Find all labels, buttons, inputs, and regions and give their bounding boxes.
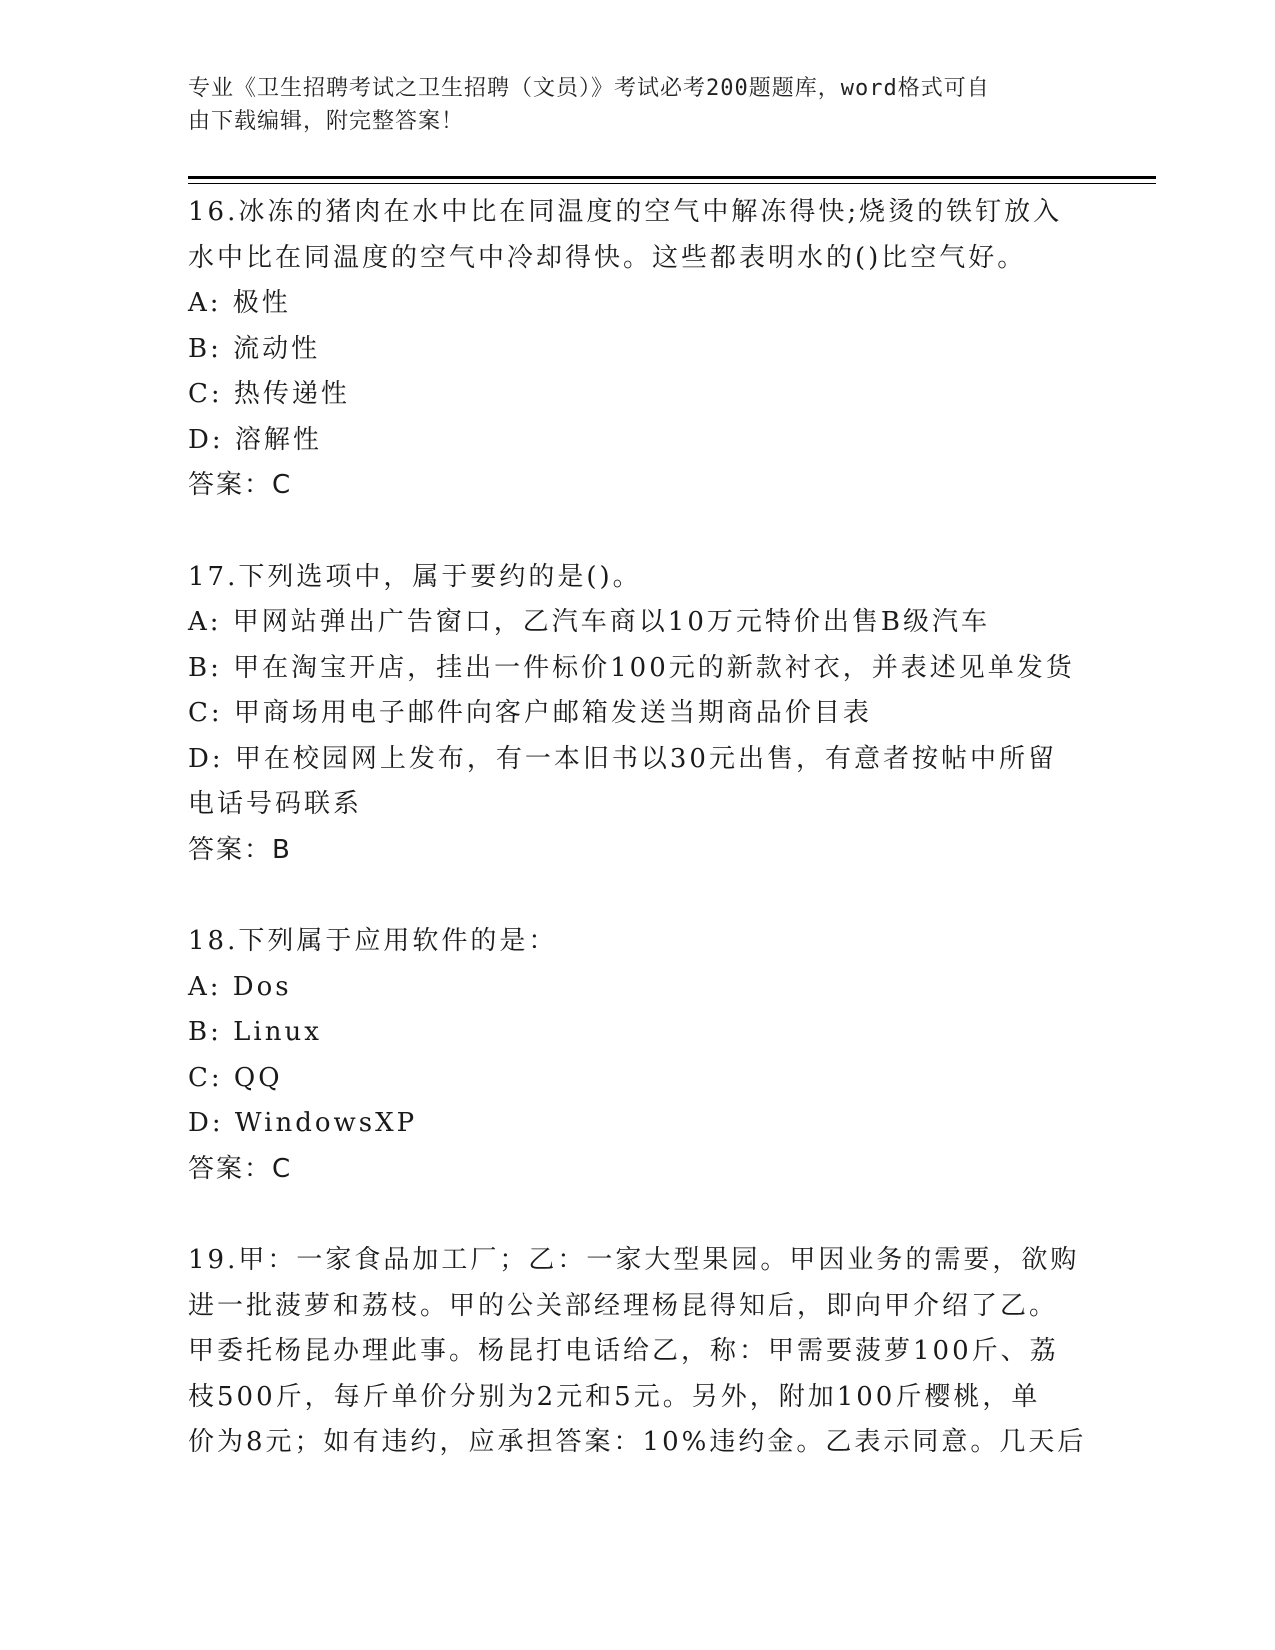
question-list — [188, 190, 1088, 1512]
answer-line: 答案：C — [188, 1153, 293, 1184]
option-d: D: WindowsXP — [188, 1108, 418, 1138]
question-stem-line: 17.下列选项中，属于要约的是()。 — [188, 561, 642, 592]
header-rule-thick — [188, 176, 1156, 179]
option-a: A: Dos — [188, 971, 292, 1002]
question-stem-line: 进一批菠萝和荔枝。甲的公关部经理杨昆得知后，即向甲介绍了乙。 — [188, 1290, 1059, 1321]
question-18 — [188, 919, 1088, 1192]
option-d-continued: 电话号码联系 — [188, 789, 363, 819]
header-rule-thin — [188, 183, 1156, 184]
option-b: B: Linux — [188, 1017, 322, 1047]
option-a: A: 甲网站弹出广告窗口，乙汽车商以10万元特价出售B级汽车 — [188, 607, 990, 637]
question-19 — [188, 1238, 1088, 1466]
option-c: C: QQ — [188, 1062, 283, 1093]
option-a: A: 极性 — [188, 288, 291, 318]
question-stem-line: 甲委托杨昆办理此事。杨昆打电话给乙，称：甲需要菠萝100斤、荔 — [188, 1336, 1059, 1366]
question-stem-line: 18.下列属于应用软件的是： — [188, 926, 558, 956]
question-stem-line: 19.甲：一家食品加工厂；乙：一家大型果园。甲因业务的需要，欲购 — [188, 1245, 1080, 1275]
option-c: C: 甲商场用电子邮件向客户邮箱发送当期商品价目表 — [188, 698, 872, 728]
question-stem-line: 枝500斤，每斤单价分别为2元和5元。另外，附加100斤樱桃，单 — [188, 1381, 1041, 1412]
answer-line: 答案：C — [188, 470, 293, 500]
question-16 — [188, 190, 1088, 509]
option-c: C: 热传递性 — [188, 379, 350, 409]
option-b: B: 甲在淘宝开店，挂出一件标价100元的新款衬衣，并表述见单发货 — [188, 652, 1075, 683]
answer-line: 答案：B — [188, 834, 292, 865]
header-line-1: 专业《卫生招聘考试之卫生招聘（文员）》考试必考200题题库，word格式可自 — [188, 76, 990, 101]
option-b: B: 流动性 — [188, 333, 321, 364]
option-d: D: 甲在校园网上发布，有一本旧书以30元出售，有意者按帖中所留 — [188, 743, 1057, 774]
option-d: D: 溶解性 — [188, 424, 322, 455]
question-stem-line: 水中比在同温度的空气中冷却得快。这些都表明水的()比空气好。 — [188, 242, 1027, 273]
question-stem-line: 价为8元；如有违约，应承担答案：10%违约金。乙表示同意。几天后 — [188, 1427, 1087, 1457]
question-stem-line: 16.冰冻的猪肉在水中比在同温度的空气中解冻得快;烧烫的铁钉放入 — [188, 197, 1063, 227]
header-line-2: 由下载编辑，附完整答案！ — [188, 109, 465, 134]
document-header — [188, 72, 1068, 138]
question-17 — [188, 555, 1088, 874]
